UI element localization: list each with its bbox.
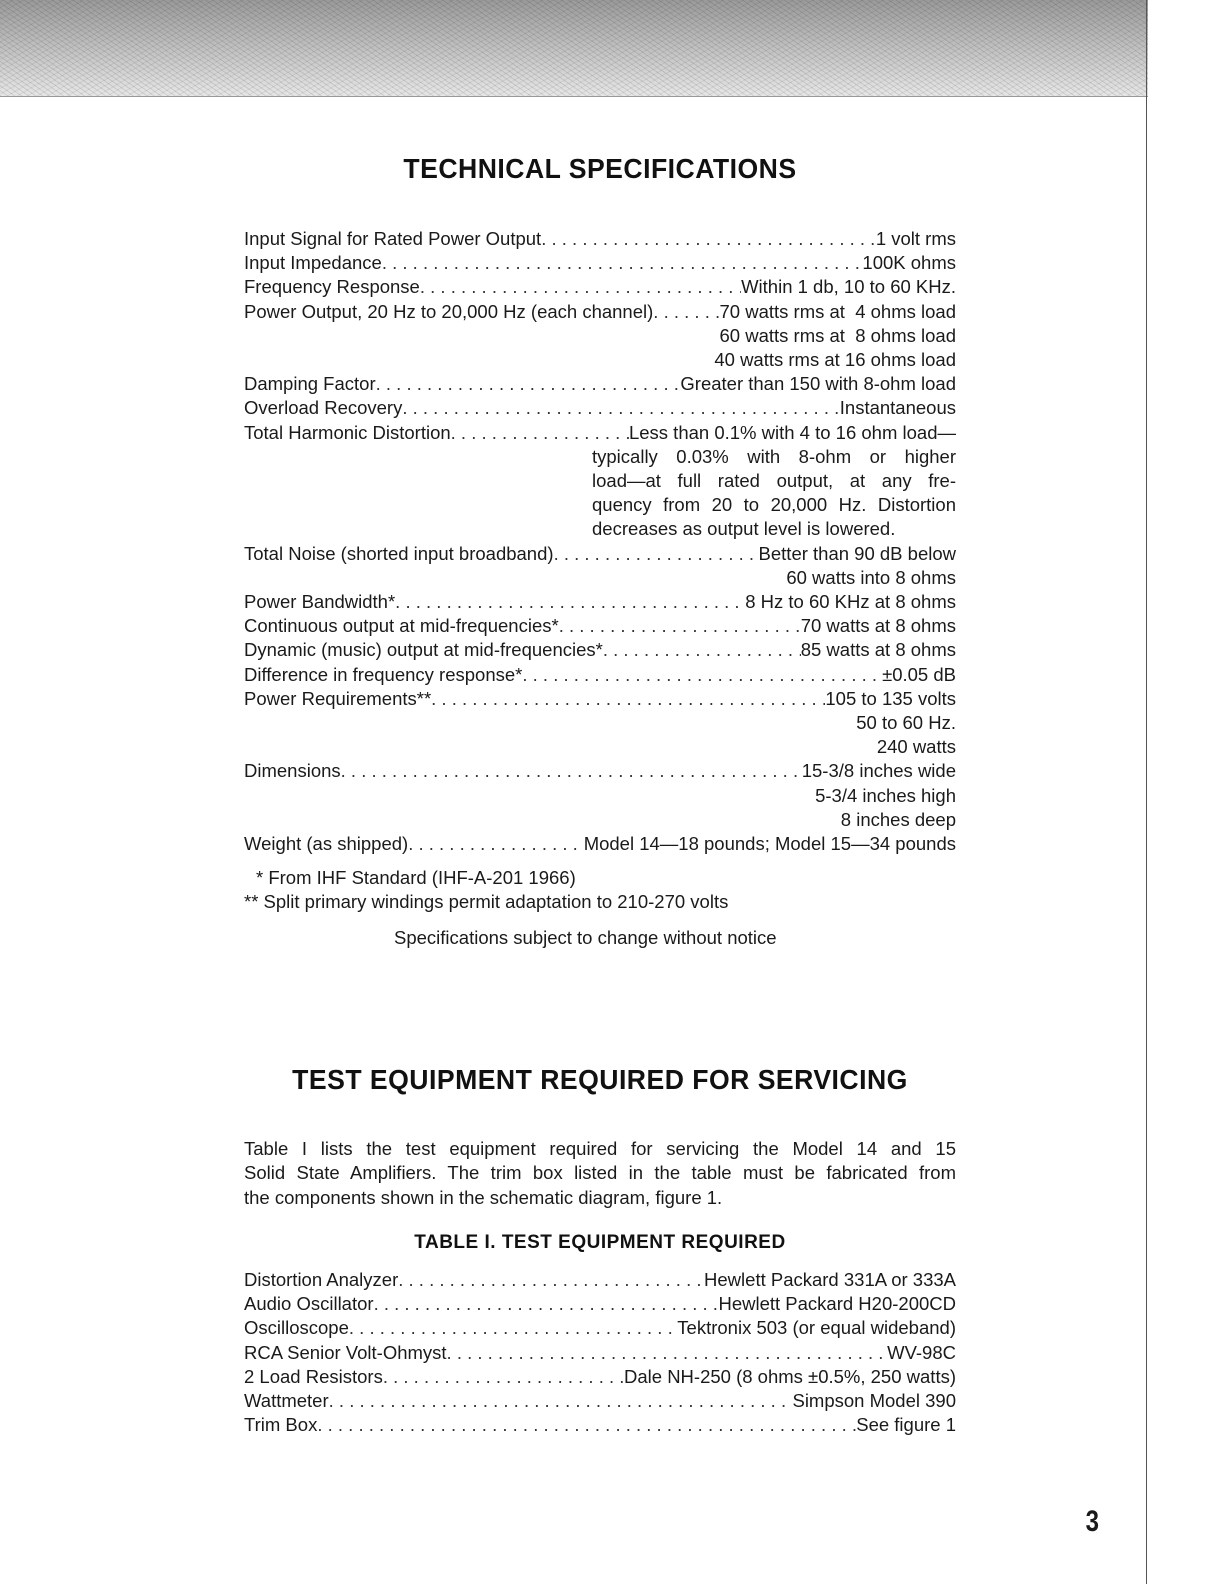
equipment-value: Dale NH-250 (8 ohms ±0.5%, 250 watts) bbox=[624, 1365, 956, 1387]
table-row bbox=[244, 1341, 956, 1365]
equipment-value: WV-98C bbox=[887, 1341, 956, 1363]
table-row bbox=[244, 1316, 956, 1340]
dot-leader bbox=[374, 1292, 719, 1316]
test-equipment-heading: TEST EQUIPMENT REQUIRED FOR SERVICING bbox=[292, 1064, 908, 1095]
dot-leader bbox=[382, 251, 863, 275]
spec-continuation: 5-3/4 inches high bbox=[815, 784, 956, 806]
spec-label: Frequency Response bbox=[244, 276, 420, 298]
spec-label: Total Noise (shorted input broadband) bbox=[244, 542, 554, 564]
intro-line: Solid State Amplifiers. The trim box listed in the table must be fabricated from bbox=[244, 1162, 956, 1184]
spec-row bbox=[244, 590, 956, 614]
dot-leader bbox=[395, 590, 745, 614]
spec-value: ±0.05 dB bbox=[882, 663, 956, 685]
spec-continuation: typically 0.03% with 8-ohm or higher bbox=[592, 445, 956, 467]
dot-leader bbox=[383, 1365, 624, 1389]
spec-value: 105 to 135 volts bbox=[825, 687, 956, 709]
equipment-label: RCA Senior Volt-Ohmyst bbox=[244, 1341, 447, 1363]
table-title: TABLE I. TEST EQUIPMENT REQUIRED bbox=[414, 1232, 786, 1253]
intro-line: Table I lists the test equipment required for servicing the Model 14 and 15 bbox=[244, 1138, 956, 1159]
spec-value: 15-3/8 inches wide bbox=[801, 760, 956, 782]
spec-value: 85 watts at 8 ohms bbox=[800, 639, 956, 661]
spec-row bbox=[244, 227, 956, 251]
page-edge-rule bbox=[1146, 0, 1147, 1584]
spec-label: Input Impedance bbox=[244, 252, 382, 274]
spec-row bbox=[244, 300, 956, 324]
spec-label: Total Harmonic Distortion bbox=[244, 421, 451, 443]
spec-row bbox=[244, 251, 956, 275]
specs-heading: TECHNICAL SPECIFICATIONS bbox=[403, 153, 797, 184]
table-row bbox=[244, 1268, 956, 1292]
dot-leader bbox=[402, 396, 839, 420]
dot-leader bbox=[349, 1316, 677, 1340]
spec-label: Power Requirements** bbox=[244, 687, 432, 709]
spec-row bbox=[244, 614, 956, 638]
table-row bbox=[244, 1413, 956, 1437]
spec-label: Continuous output at mid-frequencies* bbox=[244, 615, 559, 637]
dot-leader bbox=[341, 759, 802, 783]
spec-continuation: load—at full rated output, at any fre- bbox=[592, 470, 956, 492]
spec-row bbox=[244, 638, 956, 662]
spec-value: 100K ohms bbox=[862, 252, 956, 274]
spec-continuation: 60 watts rms at 8 ohms load bbox=[719, 324, 956, 346]
equipment-label: Distortion Analyzer bbox=[244, 1269, 399, 1290]
spec-value: 70 watts at 8 ohms bbox=[800, 615, 956, 637]
spec-continuation: 50 to 60 Hz. bbox=[856, 712, 956, 734]
spec-value: Model 14—18 pounds; Model 15—34 pounds bbox=[583, 833, 956, 855]
distortion-note bbox=[592, 445, 956, 542]
spec-value: Instantaneous bbox=[839, 397, 956, 419]
spec-label: Power Output, 20 Hz to 20,000 Hz (each channel) bbox=[244, 300, 654, 322]
spec-value: Better than 90 dB below bbox=[758, 542, 956, 564]
equipment-label: Audio Oscillator bbox=[244, 1293, 374, 1315]
spec-row bbox=[244, 832, 956, 856]
spec-value: Greater than 150 with 8-ohm load bbox=[680, 373, 956, 395]
footnotes bbox=[244, 866, 728, 914]
spec-row bbox=[244, 275, 956, 299]
dot-leader bbox=[541, 227, 876, 251]
equipment-value: Tektronix 503 (or equal wideband) bbox=[677, 1317, 956, 1339]
spec-value: Within 1 db, 10 to 60 KHz. bbox=[741, 276, 956, 298]
equipment-label: Wattmeter bbox=[244, 1390, 329, 1412]
dot-leader bbox=[522, 663, 882, 687]
dot-leader bbox=[420, 275, 741, 299]
spec-continuation: decreases as output level is lowered. bbox=[592, 518, 896, 540]
equipment-label: Trim Box bbox=[244, 1414, 318, 1436]
equipment-table bbox=[244, 1268, 956, 1437]
dot-leader bbox=[408, 832, 584, 856]
dot-leader bbox=[317, 1413, 856, 1437]
spec-label: Dynamic (music) output at mid-frequencies* bbox=[244, 639, 603, 661]
spec-row bbox=[244, 663, 956, 687]
dot-leader bbox=[329, 1389, 793, 1413]
specs-list bbox=[244, 227, 956, 856]
spec-value: Less than 0.1% with 4 to 16 ohm load— bbox=[628, 421, 956, 443]
equipment-value: See figure 1 bbox=[856, 1414, 956, 1436]
spec-value: 70 watts rms at 4 ohms load bbox=[719, 300, 956, 322]
spec-continuation: 60 watts into 8 ohms bbox=[786, 566, 956, 588]
dot-leader bbox=[447, 1341, 888, 1365]
scanned-header-band bbox=[0, 0, 1148, 97]
equipment-value: Simpson Model 390 bbox=[792, 1390, 956, 1412]
spec-label: Damping Factor bbox=[244, 373, 376, 395]
dot-leader bbox=[376, 372, 681, 396]
dot-leader bbox=[559, 614, 801, 638]
spec-label: Dimensions bbox=[244, 760, 341, 782]
footnote: ** Split primary windings permit adaptation to 210-270 volts bbox=[244, 891, 729, 912]
spec-row bbox=[244, 759, 956, 783]
equipment-label: 2 Load Resistors bbox=[244, 1365, 383, 1387]
intro-paragraph bbox=[244, 1137, 956, 1210]
spec-row bbox=[244, 542, 956, 566]
table-row bbox=[244, 1292, 956, 1316]
spec-continuation: 40 watts rms at 16 ohms load bbox=[714, 349, 956, 371]
equipment-value: Hewlett Packard H20-200CD bbox=[718, 1293, 956, 1315]
change-notice: Specifications subject to change without notice bbox=[394, 927, 777, 948]
dot-leader bbox=[398, 1268, 704, 1292]
table-row bbox=[244, 1389, 956, 1413]
spec-label: Overload Recovery bbox=[244, 397, 403, 419]
dot-leader bbox=[653, 300, 719, 324]
intro-line: the components shown in the schematic diagram, figure 1. bbox=[244, 1186, 723, 1208]
spec-label: Weight (as shipped) bbox=[244, 833, 409, 855]
dot-leader bbox=[554, 542, 759, 566]
spec-label: Power Bandwidth* bbox=[244, 591, 396, 613]
spec-row bbox=[244, 372, 956, 396]
equipment-label: Oscilloscope bbox=[244, 1317, 349, 1339]
dot-leader bbox=[451, 421, 629, 445]
spec-row bbox=[244, 687, 956, 711]
spec-label: Difference in frequency response* bbox=[244, 663, 523, 685]
spec-continuation: 8 inches deep bbox=[840, 808, 956, 830]
spec-row bbox=[244, 421, 956, 445]
dot-leader bbox=[603, 638, 801, 662]
spec-value: 8 Hz to 60 KHz at 8 ohms bbox=[745, 591, 956, 613]
footnote: * From IHF Standard (IHF-A-201 1966) bbox=[256, 867, 576, 888]
equipment-value: Hewlett Packard 331A or 333A bbox=[704, 1269, 956, 1290]
spec-continuation: quency from 20 to 20,000 Hz. Distortion bbox=[592, 494, 956, 516]
spec-row bbox=[244, 396, 956, 420]
page-number: 3 bbox=[1085, 1505, 1100, 1538]
table-row bbox=[244, 1365, 956, 1389]
spec-continuation: 240 watts bbox=[876, 736, 956, 758]
spec-label: Input Signal for Rated Power Output bbox=[244, 228, 542, 249]
spec-value: 1 volt rms bbox=[875, 228, 956, 249]
dot-leader bbox=[431, 687, 825, 711]
